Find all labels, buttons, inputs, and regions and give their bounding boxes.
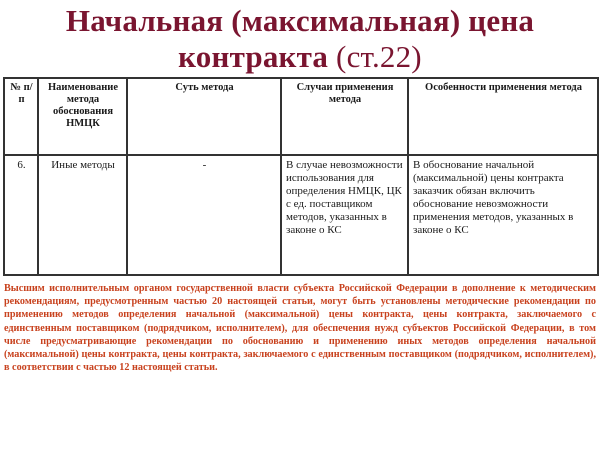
header-application-features: Особенности применения метода — [408, 78, 598, 155]
cell-application-cases: В случае невозможности использования для определения НМЦК, ЦК с ед. поставщиком методов, указанных в законе о КС — [281, 155, 408, 275]
header-application-cases: Случаи применения метода — [281, 78, 408, 155]
cell-application-features: В обоснование начальной (максимальной) цены контракта заказчик обязан включить обоснование невозможности применения методов, указанных в законе о КС — [408, 155, 598, 275]
title-line-2-bold: контракта — [178, 39, 329, 74]
title-line-2 — [0, 39, 600, 75]
title-line-1 — [0, 3, 600, 39]
cell-method-essence: - — [127, 155, 281, 275]
table-row — [4, 155, 598, 275]
methods-table-container — [3, 77, 597, 276]
title-line-1-text: Начальная (максимальная) цена — [65, 3, 535, 38]
cell-number: 6. — [4, 155, 38, 275]
cell-method-name: Иные методы — [38, 155, 127, 275]
methods-table — [3, 77, 599, 276]
header-number: № п/п — [4, 78, 38, 155]
title-line-2-article: (ст.22) — [328, 39, 422, 74]
page-title — [0, 3, 600, 75]
table-header-row — [4, 78, 598, 155]
regional-recommendations-note: Высшим исполнительным органом государственной власти субъекта Российской Федерации в дополнение к методическим рекомендациям, предусмотренным частью 20 настоящей статьи, могут быть установлены методические рекомендации по применению методов определения начальной (максимальной) цены контракта, цены контракта, заключаемого с единственным поставщиком (подрядчиком, исполнителем), для обеспечения нужд субъектов Российской Федерации, в том числе предусматривающие рекомендации по обоснованию и применению иных методов определения начальной (максимальной) цены контракта, цены контракта, заключаемого с единственным поставщиком (подрядчиком, исполнителем), в соответствии с частью 12 настоящей статьи. — [4, 283, 596, 374]
header-method-essence: Суть метода — [127, 78, 281, 155]
header-method-name: Наименование метода обоснования НМЦК — [38, 78, 127, 155]
